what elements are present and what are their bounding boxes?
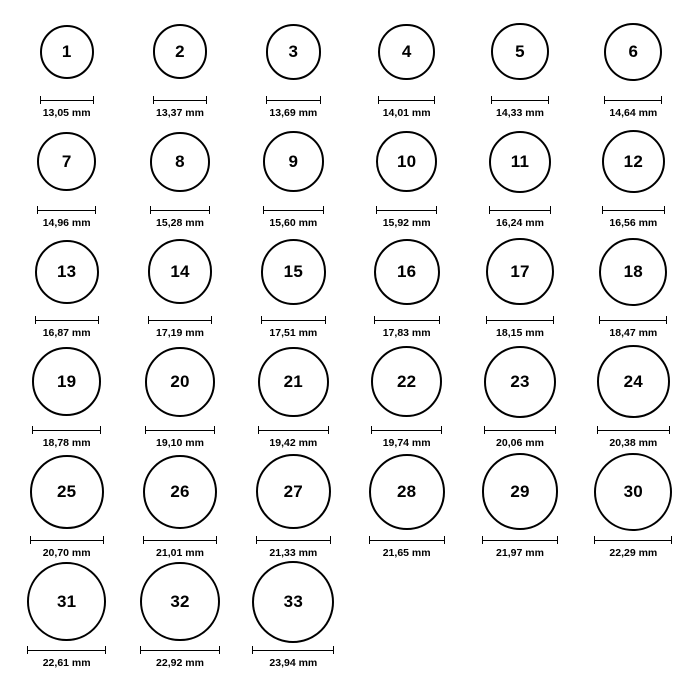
ring-size-cell (463, 338, 576, 448)
ring-circle (266, 24, 322, 80)
measure-bar (35, 316, 99, 324)
ring-size-cell (350, 8, 463, 118)
ring-size-cell (237, 558, 350, 668)
measure-bar (597, 426, 670, 434)
diameter-label: 14,64 mm (609, 106, 658, 119)
diameter-label: 21,33 mm (269, 546, 318, 559)
ring-circle (258, 347, 328, 417)
diameter-measure-line (602, 206, 665, 215)
diameter-label: 13,69 mm (269, 106, 318, 119)
ring-size-cell (123, 228, 236, 338)
ring-circle-wrapper (32, 338, 101, 426)
diameter-measure-line (597, 426, 670, 435)
ring-circle-wrapper (258, 338, 328, 426)
diameter-measure-line (37, 206, 96, 215)
measure-bar (32, 426, 101, 434)
ring-size-cell (350, 448, 463, 558)
diameter-measure-line (27, 646, 106, 655)
ring-size-cell (463, 228, 576, 338)
ring-size-cell (237, 8, 350, 118)
diameter-label: 20,06 mm (496, 436, 544, 449)
diameter-measure-line (30, 536, 104, 545)
diameter-measure-line (148, 316, 213, 325)
ring-size-number: 17 (510, 262, 530, 282)
ring-size-cell (10, 338, 123, 448)
ring-size-cell (10, 8, 123, 118)
ring-size-number: 7 (61, 152, 72, 172)
ring-circle (40, 25, 94, 79)
ring-circle (263, 131, 324, 192)
measure-bar (37, 206, 96, 214)
measure-bar (369, 536, 445, 544)
measure-bar (27, 646, 106, 654)
diameter-measure-line (153, 96, 208, 105)
ring-circle (594, 453, 672, 531)
ring-circle-wrapper (252, 558, 334, 646)
ring-circle-wrapper (371, 338, 442, 426)
ring-size-number: 16 (397, 262, 417, 282)
ring-size-cell (350, 118, 463, 228)
ring-circle-wrapper (256, 448, 331, 536)
ring-circle (597, 345, 670, 418)
ring-circle-wrapper (37, 118, 96, 206)
ring-size-number: 10 (397, 152, 417, 172)
ring-circle (261, 239, 327, 305)
ring-size-cell (350, 338, 463, 448)
diameter-label: 22,29 mm (609, 546, 658, 559)
ring-size-number: 31 (57, 592, 77, 612)
ring-size-number: 11 (510, 152, 530, 172)
ring-size-cell (10, 558, 123, 668)
diameter-label: 13,37 mm (156, 106, 204, 119)
ring-circle (256, 454, 331, 529)
ring-circle-wrapper (594, 448, 672, 536)
ring-circle (153, 24, 208, 79)
diameter-measure-line (374, 316, 440, 325)
ring-size-cell (577, 228, 690, 338)
ring-size-number: 28 (397, 482, 417, 502)
ring-circle (376, 131, 437, 192)
diameter-label: 21,01 mm (156, 546, 204, 559)
ring-circle (143, 455, 218, 530)
diameter-measure-line (40, 96, 94, 105)
ring-size-cell (237, 228, 350, 338)
measure-bar (374, 316, 440, 324)
diameter-measure-line (599, 316, 667, 325)
ring-circle-wrapper (140, 558, 219, 646)
diameter-measure-line (258, 426, 328, 435)
diameter-measure-line (489, 206, 551, 215)
ring-circle (32, 347, 101, 416)
measure-bar (30, 536, 104, 544)
diameter-label: 16,87 mm (42, 326, 91, 339)
diameter-measure-line (150, 206, 210, 215)
ring-size-number: 18 (623, 262, 643, 282)
measure-bar (150, 206, 210, 214)
ring-circle-wrapper (604, 8, 662, 96)
diameter-label: 19,42 mm (269, 436, 318, 449)
diameter-label: 17,83 mm (382, 326, 431, 339)
diameter-label: 20,70 mm (42, 546, 91, 559)
diameter-label: 14,33 mm (496, 106, 544, 119)
ring-circle (369, 454, 445, 530)
ring-circle (140, 562, 219, 641)
diameter-label: 15,60 mm (269, 216, 318, 229)
ring-size-number: 27 (283, 482, 303, 502)
ring-circle-wrapper (597, 338, 670, 426)
ring-circle-wrapper (599, 228, 667, 316)
diameter-label: 18,47 mm (609, 326, 658, 339)
ring-circle-wrapper (143, 448, 218, 536)
measure-bar (486, 316, 553, 324)
diameter-label: 16,24 mm (496, 216, 544, 229)
diameter-label: 22,61 mm (42, 656, 91, 669)
ring-size-cell (577, 118, 690, 228)
diameter-measure-line (261, 316, 327, 325)
ring-circle-wrapper (489, 118, 551, 206)
diameter-measure-line (140, 646, 219, 655)
ring-circle (482, 453, 559, 530)
measure-bar (143, 536, 218, 544)
ring-size-number: 19 (57, 372, 77, 392)
ring-size-number: 8 (175, 152, 185, 172)
ring-circle-wrapper (602, 118, 665, 206)
diameter-label: 17,19 mm (156, 326, 204, 339)
ring-circle-wrapper (27, 558, 106, 646)
ring-size-cell (463, 118, 576, 228)
diameter-measure-line (378, 96, 435, 105)
ring-circle-wrapper (40, 8, 94, 96)
measure-bar (602, 206, 665, 214)
ring-circle-wrapper (369, 448, 445, 536)
ring-circle-wrapper (491, 8, 548, 96)
ring-circle (374, 239, 440, 305)
ring-size-cell (577, 448, 690, 558)
diameter-label: 19,74 mm (382, 436, 431, 449)
ring-circle-wrapper (376, 118, 437, 206)
diameter-measure-line (256, 536, 331, 545)
ring-circle (145, 347, 215, 417)
ring-circle (148, 239, 213, 304)
measure-bar (604, 96, 662, 104)
measure-bar (376, 206, 437, 214)
diameter-label: 16,56 mm (609, 216, 658, 229)
ring-size-number: 23 (510, 372, 530, 392)
ring-circle-wrapper (261, 228, 327, 316)
ring-circle (30, 455, 104, 529)
ring-size-cell (123, 558, 236, 668)
measure-bar (148, 316, 213, 324)
measure-bar (489, 206, 551, 214)
ring-circle-wrapper (378, 8, 435, 96)
ring-circle (35, 240, 99, 304)
diameter-label: 14,96 mm (42, 216, 91, 229)
diameter-label: 22,92 mm (156, 656, 204, 669)
ring-circle (150, 132, 210, 192)
ring-circle (491, 23, 548, 80)
diameter-label: 18,15 mm (496, 326, 544, 339)
ring-circle (27, 562, 106, 641)
diameter-label: 15,28 mm (156, 216, 204, 229)
diameter-measure-line (482, 536, 559, 545)
measure-bar (266, 96, 322, 104)
diameter-label: 15,92 mm (382, 216, 431, 229)
ring-size-number: 13 (57, 262, 77, 282)
ring-size-cell (10, 118, 123, 228)
measure-bar (482, 536, 559, 544)
diameter-measure-line (252, 646, 334, 655)
diameter-measure-line (594, 536, 672, 545)
diameter-measure-line (35, 316, 99, 325)
ring-size-number: 24 (623, 372, 643, 392)
measure-bar (140, 646, 219, 654)
ring-size-cell (123, 338, 236, 448)
ring-size-cell (463, 8, 576, 118)
ring-size-number: 1 (61, 42, 72, 62)
ring-circle (602, 130, 665, 193)
measure-bar (153, 96, 208, 104)
ring-circle-wrapper (153, 8, 208, 96)
ring-circle-wrapper (150, 118, 210, 206)
ring-circle-wrapper (145, 338, 215, 426)
measure-bar (371, 426, 442, 434)
ring-circle (489, 131, 551, 193)
diameter-label: 19,10 mm (156, 436, 204, 449)
ring-circle-wrapper (482, 448, 559, 536)
measure-bar (256, 536, 331, 544)
ring-size-number: 22 (397, 372, 417, 392)
ring-size-cell (237, 448, 350, 558)
diameter-measure-line (145, 426, 215, 435)
ring-size-number: 9 (288, 152, 299, 172)
ring-circle-wrapper (263, 118, 324, 206)
diameter-measure-line (266, 96, 322, 105)
ring-size-cell (237, 338, 350, 448)
measure-bar (145, 426, 215, 434)
measure-bar (599, 316, 667, 324)
ring-circle (599, 238, 667, 306)
diameter-measure-line (371, 426, 442, 435)
ring-size-number: 32 (170, 592, 190, 612)
measure-bar (258, 426, 328, 434)
diameter-measure-line (604, 96, 662, 105)
ring-circle (484, 346, 556, 418)
ring-size-number: 25 (57, 482, 77, 502)
ring-circle (486, 238, 553, 305)
ring-size-number: 21 (283, 372, 303, 392)
ring-size-number: 3 (288, 42, 299, 62)
ring-size-number: 2 (175, 42, 185, 62)
ring-size-number: 29 (510, 482, 530, 502)
ring-size-cell (10, 448, 123, 558)
diameter-measure-line (484, 426, 556, 435)
ring-circle (604, 23, 662, 81)
measure-bar (484, 426, 556, 434)
diameter-label: 17,51 mm (269, 326, 318, 339)
measure-bar (263, 206, 324, 214)
ring-size-cell (123, 118, 236, 228)
ring-size-number: 5 (515, 42, 525, 62)
diameter-measure-line (491, 96, 548, 105)
diameter-measure-line (143, 536, 218, 545)
measure-bar (491, 96, 548, 104)
diameter-label: 21,65 mm (382, 546, 431, 559)
ring-circle-wrapper (374, 228, 440, 316)
ring-size-number: 26 (170, 482, 190, 502)
ring-size-cell (577, 8, 690, 118)
ring-circle (371, 346, 442, 417)
ring-circle-wrapper (148, 228, 213, 316)
ring-size-grid (10, 8, 690, 668)
measure-bar (261, 316, 327, 324)
measure-bar (40, 96, 94, 104)
diameter-measure-line (263, 206, 324, 215)
ring-size-cell (123, 8, 236, 118)
diameter-label: 23,94 mm (269, 656, 318, 669)
measure-bar (378, 96, 435, 104)
ring-size-cell (463, 448, 576, 558)
ring-size-cell (237, 118, 350, 228)
diameter-label: 18,78 mm (42, 436, 91, 449)
ring-circle-wrapper (35, 228, 99, 316)
diameter-measure-line (369, 536, 445, 545)
ring-size-number: 15 (283, 262, 303, 282)
ring-size-cell (10, 228, 123, 338)
ring-size-number: 4 (401, 42, 412, 62)
diameter-measure-line (32, 426, 101, 435)
ring-size-cell (577, 338, 690, 448)
ring-size-number: 30 (623, 482, 643, 502)
ring-size-number: 6 (628, 42, 639, 62)
measure-bar (594, 536, 672, 544)
ring-size-number: 33 (283, 592, 303, 612)
ring-circle-wrapper (266, 8, 322, 96)
diameter-label: 21,97 mm (496, 546, 544, 559)
ring-circle-wrapper (486, 228, 553, 316)
diameter-measure-line (486, 316, 553, 325)
diameter-label: 13,05 mm (42, 106, 91, 119)
measure-bar (252, 646, 334, 654)
ring-circle (252, 561, 334, 643)
ring-size-cell (350, 228, 463, 338)
ring-circle (378, 24, 435, 81)
ring-circle (37, 132, 96, 191)
ring-circle-wrapper (484, 338, 556, 426)
diameter-measure-line (376, 206, 437, 215)
ring-circle-wrapper (30, 448, 104, 536)
ring-size-number: 14 (170, 262, 190, 282)
diameter-label: 20,38 mm (609, 436, 658, 449)
ring-size-cell (123, 448, 236, 558)
ring-size-number: 12 (623, 152, 643, 172)
diameter-label: 14,01 mm (382, 106, 431, 119)
ring-size-number: 20 (170, 372, 190, 392)
